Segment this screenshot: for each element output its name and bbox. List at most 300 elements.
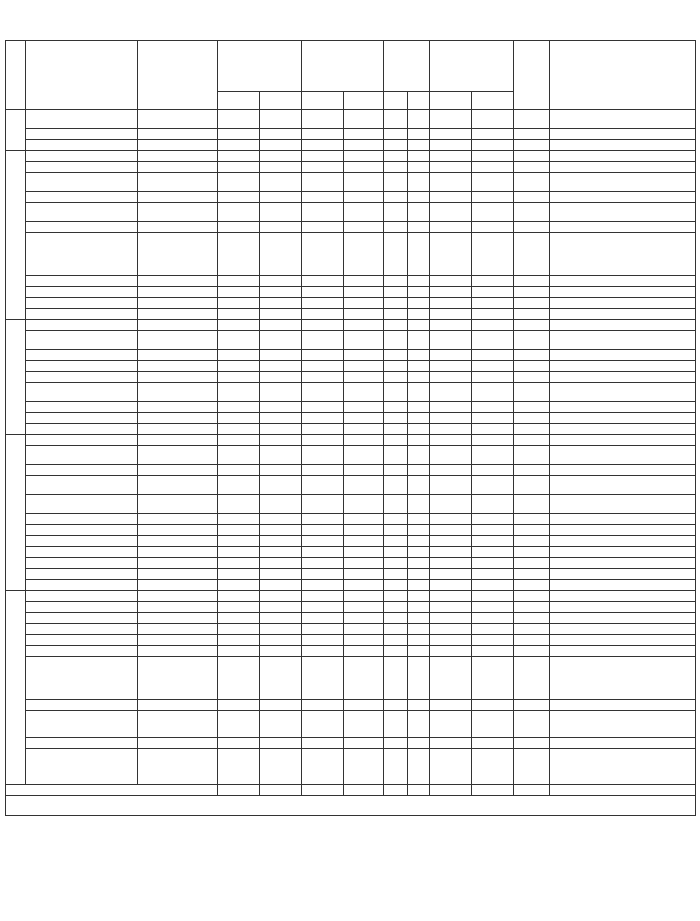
table-row (6, 700, 696, 711)
page-title (0, 0, 700, 40)
table-row (6, 613, 696, 624)
major-note (138, 361, 218, 372)
comprehensive-plan (260, 383, 302, 402)
comprehensive-plan (260, 298, 302, 309)
fee (514, 203, 550, 222)
major-name (26, 495, 138, 514)
veteran-plan (408, 320, 430, 331)
single-code (302, 372, 344, 383)
table-row (6, 287, 696, 298)
major-note (138, 514, 218, 525)
veteran-code (384, 222, 408, 233)
comprehensive-code (218, 465, 260, 476)
major-name (26, 536, 138, 547)
laid-off-code (430, 495, 472, 514)
laid-off-plan (472, 569, 514, 580)
comprehensive-plan (260, 162, 302, 173)
comprehensive-plan (260, 129, 302, 140)
comprehensive-plan (260, 580, 302, 591)
laid-off-plan (472, 233, 514, 276)
comprehensive-code (218, 222, 260, 233)
major-note (138, 372, 218, 383)
header-code-3 (384, 92, 408, 110)
comprehensive-code (218, 151, 260, 162)
major-note (138, 276, 218, 287)
contact (550, 222, 696, 233)
veteran-plan (408, 162, 430, 173)
major-name (26, 580, 138, 591)
single-code (302, 580, 344, 591)
veteran-plan (408, 446, 430, 465)
major-name (26, 711, 138, 738)
laid-off-code (430, 287, 472, 298)
comprehensive-plan (260, 738, 302, 749)
major-note (138, 203, 218, 222)
comprehensive-plan (260, 424, 302, 435)
veteran-plan (408, 287, 430, 298)
laid-off-plan (472, 413, 514, 424)
single-code (302, 203, 344, 222)
table-row (6, 580, 696, 591)
laid-off-plan (472, 646, 514, 657)
contact (550, 162, 696, 173)
laid-off-plan (472, 525, 514, 536)
major-name (26, 624, 138, 635)
contact (550, 646, 696, 657)
veteran-plan (408, 435, 430, 446)
contact (550, 320, 696, 331)
laid-off-code (430, 525, 472, 536)
fee (514, 413, 550, 424)
veteran-code (384, 657, 408, 700)
major-name (26, 547, 138, 558)
veteran-code (384, 383, 408, 402)
contact (550, 402, 696, 413)
laid-off-code (430, 700, 472, 711)
veteran-plan (408, 738, 430, 749)
major-name (26, 298, 138, 309)
veteran-code (384, 711, 408, 738)
comprehensive-code (218, 129, 260, 140)
fee (514, 580, 550, 591)
comprehensive-plan (260, 711, 302, 738)
fee (514, 350, 550, 361)
major-note (138, 749, 218, 785)
table-row (6, 738, 696, 749)
contact (550, 446, 696, 465)
veteran-code (384, 320, 408, 331)
header-single (302, 41, 384, 92)
comprehensive-plan (260, 635, 302, 646)
veteran-code (384, 525, 408, 536)
fee (514, 222, 550, 233)
contact (550, 635, 696, 646)
single-plan (344, 140, 384, 151)
comprehensive-code (218, 435, 260, 446)
fee (514, 276, 550, 287)
major-note (138, 657, 218, 700)
veteran-plan (408, 402, 430, 413)
laid-off-plan (472, 635, 514, 646)
single-code (302, 402, 344, 413)
contact (550, 383, 696, 402)
laid-off-plan (472, 140, 514, 151)
comprehensive-plan (260, 495, 302, 514)
laid-off-code (430, 402, 472, 413)
single-plan (344, 320, 384, 331)
single-plan (344, 151, 384, 162)
comprehensive-plan (260, 309, 302, 320)
major-note (138, 424, 218, 435)
laid-off-plan (472, 309, 514, 320)
table-row (6, 222, 696, 233)
single-code (302, 350, 344, 361)
veteran-code (384, 558, 408, 569)
totals-label (6, 785, 218, 796)
single-code (302, 446, 344, 465)
major-note (138, 402, 218, 413)
veteran-code (384, 547, 408, 558)
veteran-plan (408, 309, 430, 320)
comprehensive-plan (260, 276, 302, 287)
contact (550, 350, 696, 361)
table-row (6, 602, 696, 613)
comprehensive-code (218, 624, 260, 635)
contact (550, 465, 696, 476)
laid-off-plan (472, 476, 514, 495)
laid-off-plan (472, 657, 514, 700)
veteran-code (384, 435, 408, 446)
veteran-plan (408, 700, 430, 711)
major-name (26, 525, 138, 536)
laid-off-code (430, 738, 472, 749)
major-note (138, 298, 218, 309)
contact (550, 233, 696, 276)
comprehensive-plan (260, 287, 302, 298)
fee (514, 287, 550, 298)
veteran-plan (408, 602, 430, 613)
single-plan (344, 203, 384, 222)
single-code (302, 514, 344, 525)
college-name (6, 435, 26, 591)
major-note (138, 162, 218, 173)
comprehensive-code (218, 276, 260, 287)
single-code (302, 192, 344, 203)
single-code (302, 613, 344, 624)
header-contact (550, 41, 696, 110)
veteran-code (384, 203, 408, 222)
major-note (138, 320, 218, 331)
laid-off-plan (472, 331, 514, 350)
table-row (6, 536, 696, 547)
veteran-code (384, 514, 408, 525)
major-note (138, 222, 218, 233)
comprehensive-plan (260, 465, 302, 476)
single-code (302, 287, 344, 298)
comprehensive-plan (260, 372, 302, 383)
veteran-plan (408, 624, 430, 635)
contact (550, 298, 696, 309)
contact (550, 536, 696, 547)
major-name (26, 446, 138, 465)
laid-off-plan (472, 402, 514, 413)
comprehensive-plan (260, 151, 302, 162)
fee (514, 320, 550, 331)
totals-plan-2 (344, 785, 384, 796)
single-code (302, 547, 344, 558)
table-row (6, 192, 696, 203)
comprehensive-code (218, 657, 260, 700)
fee (514, 624, 550, 635)
table-row (6, 547, 696, 558)
fee (514, 151, 550, 162)
totals-row (6, 785, 696, 796)
contact (550, 372, 696, 383)
fee (514, 602, 550, 613)
major-note (138, 602, 218, 613)
comprehensive-code (218, 646, 260, 657)
fee (514, 711, 550, 738)
college-name (6, 151, 26, 320)
contact (550, 700, 696, 711)
laid-off-plan (472, 298, 514, 309)
major-name (26, 738, 138, 749)
comprehensive-plan (260, 110, 302, 129)
comprehensive-code (218, 383, 260, 402)
single-code (302, 110, 344, 129)
header-plan-3 (408, 92, 430, 110)
single-code (302, 276, 344, 287)
fee (514, 514, 550, 525)
laid-off-code (430, 547, 472, 558)
laid-off-code (430, 446, 472, 465)
veteran-code (384, 287, 408, 298)
fee (514, 402, 550, 413)
laid-off-plan (472, 435, 514, 446)
single-plan (344, 192, 384, 203)
single-code (302, 309, 344, 320)
comprehensive-code (218, 525, 260, 536)
laid-off-plan (472, 613, 514, 624)
fee (514, 192, 550, 203)
table-row (6, 151, 696, 162)
veteran-code (384, 331, 408, 350)
single-plan (344, 525, 384, 536)
contact (550, 657, 696, 700)
veteran-code (384, 361, 408, 372)
contact (550, 569, 696, 580)
single-plan (344, 372, 384, 383)
veteran-plan (408, 558, 430, 569)
veteran-code (384, 298, 408, 309)
fee (514, 558, 550, 569)
single-code (302, 320, 344, 331)
veteran-code (384, 110, 408, 129)
major-note (138, 711, 218, 738)
header-major (26, 41, 138, 110)
veteran-plan (408, 495, 430, 514)
major-note (138, 287, 218, 298)
major-name (26, 129, 138, 140)
laid-off-code (430, 372, 472, 383)
laid-off-plan (472, 602, 514, 613)
single-plan (344, 657, 384, 700)
laid-off-plan (472, 536, 514, 547)
contact (550, 203, 696, 222)
contact (550, 547, 696, 558)
fee (514, 700, 550, 711)
single-plan (344, 646, 384, 657)
contact (550, 613, 696, 624)
veteran-code (384, 173, 408, 192)
laid-off-plan (472, 203, 514, 222)
single-code (302, 602, 344, 613)
single-code (302, 383, 344, 402)
fee (514, 331, 550, 350)
table-row (6, 203, 696, 222)
veteran-plan (408, 413, 430, 424)
laid-off-code (430, 558, 472, 569)
laid-off-plan (472, 624, 514, 635)
veteran-plan (408, 222, 430, 233)
comprehensive-plan (260, 446, 302, 465)
table-row (6, 331, 696, 350)
major-note (138, 591, 218, 602)
veteran-plan (408, 350, 430, 361)
comprehensive-plan (260, 547, 302, 558)
comprehensive-plan (260, 140, 302, 151)
veteran-code (384, 309, 408, 320)
major-name (26, 173, 138, 192)
single-code (302, 465, 344, 476)
major-note (138, 476, 218, 495)
laid-off-plan (472, 287, 514, 298)
table-row (6, 276, 696, 287)
comprehensive-code (218, 749, 260, 785)
comprehensive-code (218, 372, 260, 383)
comprehensive-plan (260, 749, 302, 785)
major-name (26, 140, 138, 151)
single-code (302, 646, 344, 657)
major-note (138, 536, 218, 547)
comprehensive-plan (260, 657, 302, 700)
header-veteran (384, 41, 430, 92)
major-name (26, 635, 138, 646)
laid-off-code (430, 320, 472, 331)
veteran-plan (408, 580, 430, 591)
veteran-plan (408, 151, 430, 162)
single-plan (344, 547, 384, 558)
major-name (26, 222, 138, 233)
comprehensive-code (218, 602, 260, 613)
fee (514, 129, 550, 140)
major-note (138, 309, 218, 320)
table-row (6, 446, 696, 465)
major-note (138, 547, 218, 558)
major-note (138, 173, 218, 192)
fee (514, 635, 550, 646)
comprehensive-plan (260, 402, 302, 413)
single-plan (344, 536, 384, 547)
table-row (6, 233, 696, 276)
veteran-code (384, 591, 408, 602)
single-code (302, 129, 344, 140)
contact (550, 591, 696, 602)
comprehensive-plan (260, 203, 302, 222)
single-plan (344, 558, 384, 569)
single-plan (344, 435, 384, 446)
table-row (6, 435, 696, 446)
comprehensive-plan (260, 331, 302, 350)
table-row (6, 591, 696, 602)
fee (514, 525, 550, 536)
veteran-code (384, 602, 408, 613)
laid-off-code (430, 613, 472, 624)
contact (550, 276, 696, 287)
veteran-code (384, 162, 408, 173)
comprehensive-code (218, 361, 260, 372)
comprehensive-plan (260, 624, 302, 635)
major-name (26, 591, 138, 602)
laid-off-plan (472, 749, 514, 785)
fee (514, 298, 550, 309)
laid-off-plan (472, 361, 514, 372)
comprehensive-code (218, 287, 260, 298)
contact (550, 624, 696, 635)
contact (550, 476, 696, 495)
laid-off-plan (472, 446, 514, 465)
table-row (6, 514, 696, 525)
college-name (6, 591, 26, 785)
table-row (6, 525, 696, 536)
veteran-plan (408, 514, 430, 525)
single-plan (344, 350, 384, 361)
veteran-plan (408, 465, 430, 476)
major-note (138, 413, 218, 424)
comprehensive-code (218, 514, 260, 525)
single-plan (344, 613, 384, 624)
comprehensive-code (218, 738, 260, 749)
comprehensive-code (218, 700, 260, 711)
single-code (302, 140, 344, 151)
comprehensive-code (218, 173, 260, 192)
laid-off-plan (472, 580, 514, 591)
single-plan (344, 233, 384, 276)
single-plan (344, 413, 384, 424)
single-code (302, 749, 344, 785)
laid-off-code (430, 711, 472, 738)
laid-off-code (430, 569, 472, 580)
comprehensive-plan (260, 413, 302, 424)
fee (514, 569, 550, 580)
contact (550, 558, 696, 569)
table-row (6, 495, 696, 514)
major-note (138, 140, 218, 151)
header-college (6, 41, 26, 110)
laid-off-plan (472, 465, 514, 476)
single-plan (344, 402, 384, 413)
single-code (302, 558, 344, 569)
veteran-code (384, 233, 408, 276)
laid-off-plan (472, 372, 514, 383)
table-row (6, 476, 696, 495)
major-name (26, 372, 138, 383)
veteran-code (384, 424, 408, 435)
veteran-code (384, 151, 408, 162)
single-plan (344, 476, 384, 495)
veteran-plan (408, 657, 430, 700)
single-plan (344, 495, 384, 514)
